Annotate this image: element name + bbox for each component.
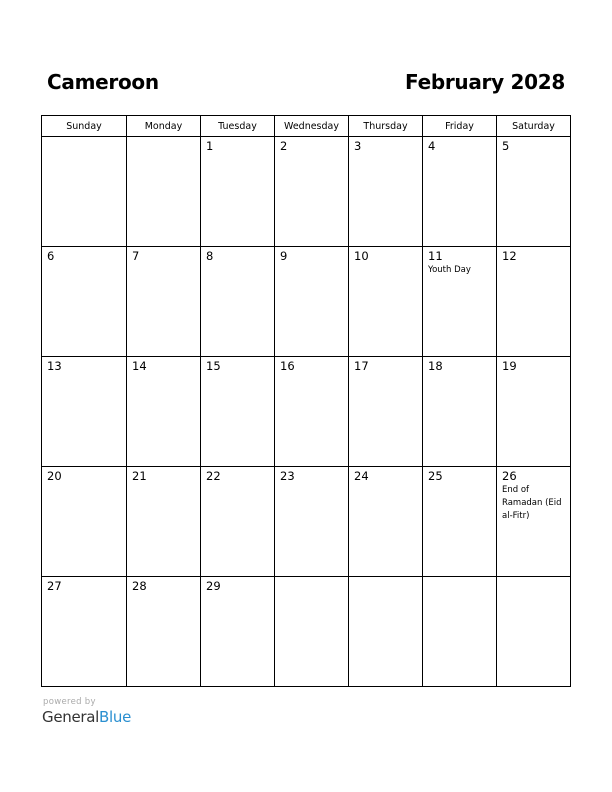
day-number: 19: [502, 359, 517, 373]
day-cell: [423, 137, 497, 247]
day-cell: [275, 467, 349, 577]
brand-general-text: General: [42, 708, 100, 726]
day-number: 6: [47, 249, 55, 263]
generalblue-logo: [42, 708, 131, 726]
day-cell: [42, 247, 127, 357]
day-cell: [497, 137, 571, 247]
country-title: Cameroon: [47, 70, 159, 94]
day-cell: [42, 577, 127, 687]
day-cell: [127, 357, 201, 467]
day-number: 29: [206, 579, 221, 593]
day-cell: [349, 467, 423, 577]
calendar-grid: [41, 115, 571, 687]
day-cell: [497, 577, 571, 687]
day-number: 3: [354, 139, 362, 153]
day-number: 28: [132, 579, 147, 593]
day-cell: [497, 247, 571, 357]
day-cell: [275, 577, 349, 687]
day-cell: [42, 357, 127, 467]
brand-blue-text: Blue: [99, 708, 132, 726]
day-number: 20: [47, 469, 62, 483]
day-number: [423, 577, 496, 580]
calendar-week-row: [42, 467, 571, 577]
day-cell: [423, 357, 497, 467]
day-number: 8: [206, 249, 214, 263]
day-cell: [349, 247, 423, 357]
powered-by-label: powered by: [43, 697, 96, 707]
day-number: 18: [428, 359, 443, 373]
weekday-wednesday: Wednesday: [275, 116, 349, 137]
day-number: [42, 137, 126, 140]
calendar-week-row: [42, 577, 571, 687]
day-number: 11: [428, 249, 443, 263]
day-number: [349, 577, 422, 580]
day-number: [127, 137, 200, 140]
day-cell: [42, 137, 127, 247]
day-cell: [201, 357, 275, 467]
day-number: 21: [132, 469, 147, 483]
weekday-tuesday: Tuesday: [201, 116, 275, 137]
day-cell: [497, 467, 571, 577]
day-number: 22: [206, 469, 221, 483]
day-cell: [275, 137, 349, 247]
day-number: 5: [502, 139, 510, 153]
weekday-saturday: Saturday: [497, 116, 571, 137]
day-number: 26: [502, 469, 517, 483]
month-title: February 2028: [405, 70, 565, 94]
day-number: [497, 577, 570, 580]
day-cell: [423, 467, 497, 577]
calendar-week-row: [42, 137, 571, 247]
day-cell: [201, 247, 275, 357]
weekday-friday: Friday: [423, 116, 497, 137]
day-cell: [201, 467, 275, 577]
day-cell: [127, 137, 201, 247]
weekday-thursday: Thursday: [349, 116, 423, 137]
day-number: 15: [206, 359, 221, 373]
day-cell: [275, 357, 349, 467]
day-number: 1: [206, 139, 214, 153]
day-cell: [497, 357, 571, 467]
holiday-label: Youth Day: [428, 265, 471, 275]
day-number: 9: [280, 249, 288, 263]
day-number: 24: [354, 469, 369, 483]
calendar-week-row: [42, 357, 571, 467]
day-number: 13: [47, 359, 62, 373]
calendar-week-row: [42, 247, 571, 357]
weekday-sunday: Sunday: [42, 116, 127, 137]
day-cell: [42, 467, 127, 577]
weekday-monday: Monday: [127, 116, 201, 137]
day-number: 14: [132, 359, 147, 373]
day-cell: [275, 247, 349, 357]
day-cell: [127, 467, 201, 577]
day-cell: [349, 357, 423, 467]
day-cell: [201, 137, 275, 247]
day-cell: [423, 577, 497, 687]
day-number: 7: [132, 249, 140, 263]
day-number: 12: [502, 249, 517, 263]
day-number: 23: [280, 469, 295, 483]
day-number: 27: [47, 579, 62, 593]
day-cell: [127, 577, 201, 687]
weekday-header-row: [42, 116, 571, 137]
day-cell: [127, 247, 201, 357]
day-number: 17: [354, 359, 369, 373]
day-number: 2: [280, 139, 288, 153]
day-number: 4: [428, 139, 436, 153]
day-cell: [349, 137, 423, 247]
holiday-label: End of Ramadan (Eid al-Fitr): [502, 485, 562, 521]
day-cell: [201, 577, 275, 687]
day-cell: [349, 577, 423, 687]
day-number: [275, 577, 348, 580]
day-number: 16: [280, 359, 295, 373]
day-number: 10: [354, 249, 369, 263]
day-number: 25: [428, 469, 443, 483]
day-cell: [423, 247, 497, 357]
